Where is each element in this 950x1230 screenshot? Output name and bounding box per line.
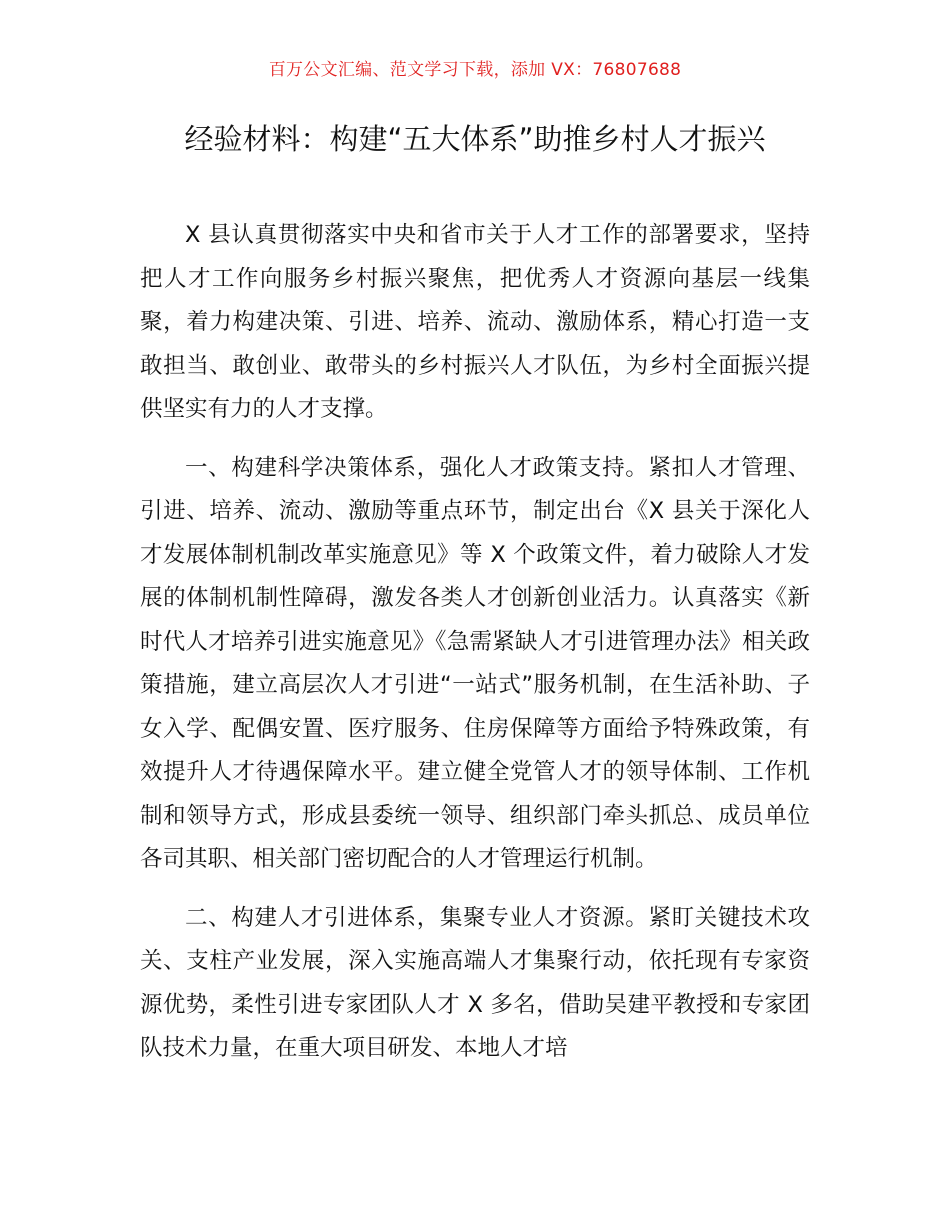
- paragraph-section-2: 二、构建人才引进体系，集聚专业人才资源。紧盯关键技术攻关、支柱产业发展，深入实施高端人才集聚行动，依托现有专家资源优势，柔性引进专家团队人才 X 多名，借助吴建平教授和专家团队技术力量，在重大项目研发、本地人才培: [140, 904, 810, 1061]
- document-title: 经验材料：构建“五大体系”助推乡村人才振兴: [184, 122, 766, 156]
- paragraph-intro: X 县认真贯彻落实中央和省市关于人才工作的部署要求，坚持把人才工作向服务乡村振兴聚焦，把优秀人才资源向基层一线集聚，着力构建决策、引进、培养、流动、激励体系，精心打造一支敢担当、敢创业、敢带头的乡村振兴人才队伍，为乡村全面振兴提供坚实有力的人才支撑。: [140, 222, 810, 422]
- paragraph-section-1: 一、构建科学决策体系，强化人才政策支持。紧扣人才管理、引进、培养、流动、激励等重点环节，制定出台《X 县关于深化人才发展体制机制改革实施意见》等 X 个政策文件，着力破除人才发展的体制机制性障碍，激发各类人才创新创业活力。认真落实《新时代人才培养引进实施意见》《急需紧缺人才引进管理办法》相关政策措施，建立高层次人才引进“一站式”服务机制，在生活补助、子女入学、配偶安置、医疗服务、住房保障等方面给予特殊政策，有效提升人才待遇保障水平。建立健全党管人才的领导体制、工作机制和领导方式，形成县委统一领导、组织部门牵头抓总、成员单位各司其职、相关部门密切配合的人才管理运行机制。: [140, 454, 810, 872]
- document-body: [140, 214, 810, 1086]
- promo-header: 百万公文汇编、范文学习下载，添加 VX：76807688: [268, 60, 682, 80]
